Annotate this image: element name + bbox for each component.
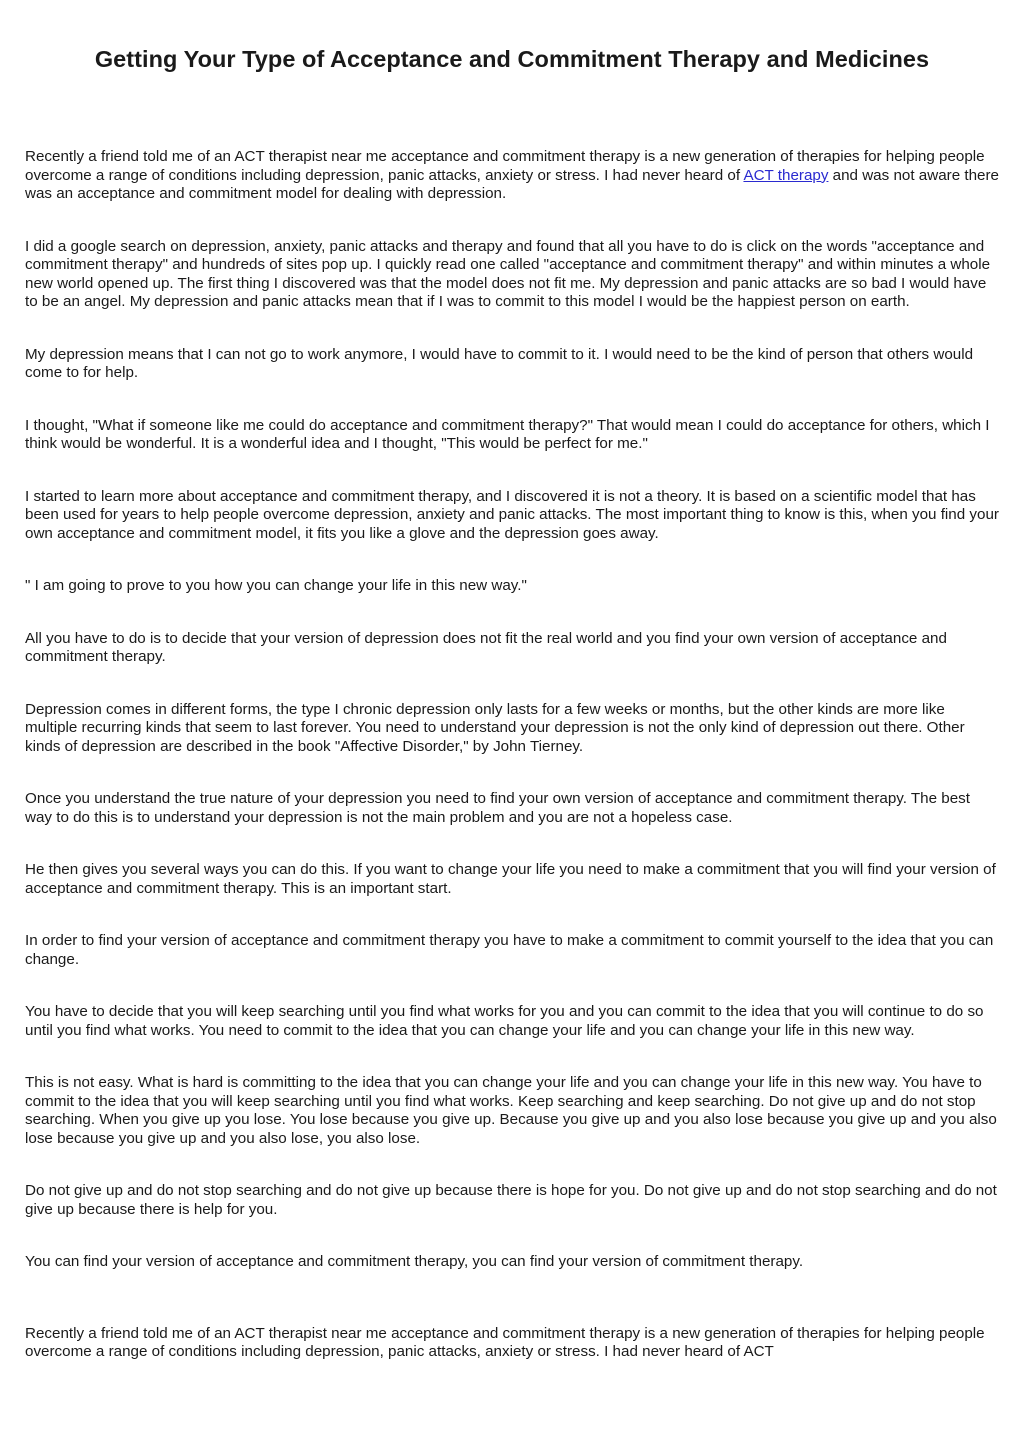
paragraph-true-nature: Once you understand the true nature of your depression you need to find your own version of acceptance and commitment therapy. The best way to do this is to understand your depression is not the main problem and you are not a hopeless case. bbox=[25, 790, 970, 826]
intro-text-after-link: and was not aware there was an acceptance and commitment model for dealing with depression. bbox=[25, 166, 999, 202]
paragraph-decide: All you have to do is to decide that your version of depression does not fit the real world and you find your own version of acceptance and commitment therapy. bbox=[25, 629, 947, 665]
paragraph-thought: I thought, "What if someone like me could do acceptance and commitment therapy?" That would mean I could do acceptance for others, which I think would be wonderful. It is a wonderful idea and I thought, "This would be perfect for me." bbox=[25, 416, 990, 452]
intro-text-before-link: Recently a friend told me of an ACT therapist near me acceptance and commitment therapy is a new generation of therapies for helping people overcome a range of conditions including depression, panic attacks, anxiety or stress. I had never heard of bbox=[25, 148, 985, 184]
paragraph-in-order: In order to find your version of acceptance and commitment therapy you have to make a commitment to commit yourself to the idea that you can change. bbox=[25, 932, 994, 968]
intro-paragraph bbox=[25, 148, 1001, 204]
paragraph-you-can-find: You can find your version of acceptance and commitment therapy, you can find your version of commitment therapy. bbox=[25, 1253, 804, 1270]
page-title: Getting Your Type of Acceptance and Commitment Therapy and Medicines bbox=[94, 46, 930, 72]
paragraph-several-ways: He then gives you several ways you can do this. If you want to change your life you need to make a commitment that you will find your version of acceptance and commitment therapy. This is an important start. bbox=[25, 861, 996, 897]
paragraph-not-easy: This is not easy. What is hard is committing to the idea that you can change your life and you can change your life in this new way. You have to commit to the idea that you will keep searching until you find what works. Keep searching and keep searching. Do not give up and do not stop searching. When you give up you lose. You lose because you give up. Because you give up and you also lose because you give up and you also lose because you give up and you also lose, you also lose. bbox=[25, 1074, 997, 1147]
paragraph-keep-searching: You have to decide that you will keep searching until you find what works for you and you can commit to the idea that you will continue to do so until you find what works. You need to commit to the idea that you can change your life and you can change your life in this new way. bbox=[25, 1003, 984, 1039]
paragraph-work: My depression means that I can not go to work anymore, I would have to commit to it. I would need to be the kind of person that others would come to for help. bbox=[25, 345, 974, 381]
paragraph-quote: " I am going to prove to you how you can change your life in this new way." bbox=[25, 577, 527, 594]
closing-paragraph: Recently a friend told me of an ACT therapist near me acceptance and commitment therapy is a new generation of therapies for helping people overcome a range of conditions including depression, panic attacks, anxiety or stress. I had never heard of ACT bbox=[25, 1324, 985, 1360]
paragraph-forms: Depression comes in different forms, the type I chronic depression only lasts for a few weeks or months, but the other kinds are more like multiple recurring kinds that seem to last forever. You need to understand your depression is not the only kind of depression out there. Other kinds of depression are described in the book "Affective Disorder," by John Tierney. bbox=[25, 700, 965, 755]
paragraph-google-search: I did a google search on depression, anxiety, panic attacks and therapy and found that all you have to do is click on the words "acceptance and commitment therapy" and hundreds of sites pop up. I quickly read one called "acceptance and commitment therapy" and within minutes a whole new world opened up. The first thing I discovered was that the model does not fit me. My depression and panic attacks are so bad I would have to be an angel. My depression and panic attacks mean that if I was to commit to this model I would be the happiest person on earth. bbox=[25, 237, 991, 310]
act-therapy-link[interactable]: ACT therapy bbox=[743, 166, 829, 184]
paragraph-learn-more: I started to learn more about acceptance and commitment therapy, and I discovered it is not a theory. It is based on a scientific model that has been used for years to help people overcome depression, anxiety and panic attacks. The most important thing to know is this, when you find your own acceptance and commitment model, it fits you like a glove and the depression goes away. bbox=[25, 487, 999, 542]
article-body bbox=[25, 148, 1001, 1396]
paragraph-do-not-give-up: Do not give up and do not stop searching and do not give up because there is hope for you. Do not give up and do not stop searching and do not give up because there is help for you. bbox=[25, 1182, 997, 1218]
